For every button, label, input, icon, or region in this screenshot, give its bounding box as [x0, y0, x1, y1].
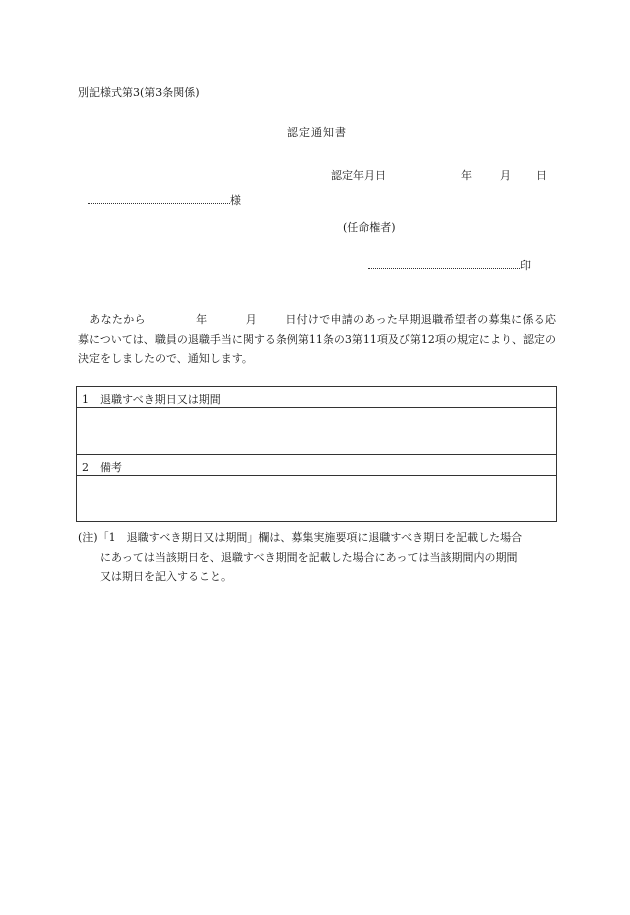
row-label: 備考 — [100, 461, 122, 474]
note-line-1: (注)「1 退職すべき期日又は期間」欄は、募集実施要項に退職すべき期日を記載した場合 — [78, 531, 523, 544]
retirement-date-entry-cell[interactable] — [77, 408, 556, 455]
footnote — [78, 528, 558, 587]
addressee-line — [88, 192, 241, 208]
table-row-retirement-date — [77, 387, 556, 408]
year-unit: 年 — [461, 169, 472, 182]
body-year: 年 — [195, 313, 208, 326]
seal-mark: 印 — [520, 259, 531, 272]
items-table — [76, 386, 557, 522]
body-rest: 日付けで申請のあった早期退職希望者の募集に係る応募については、職員の退職手当に関する条例第11条の3第11項及び第12項の規定により、認定の決定をしましたので、通知します。 — [78, 313, 557, 365]
body-month: 月 — [245, 313, 258, 326]
row-number: 2 — [82, 461, 89, 474]
addressee-blank — [88, 192, 230, 204]
form-number: 別記様式第3(第3条関係) — [78, 86, 200, 99]
document-title: 認定通知書 — [287, 126, 347, 139]
row-label: 退職すべき期日又は期間 — [100, 393, 221, 406]
certification-date-line — [331, 167, 547, 183]
appointing-authority: (任命権者) — [343, 221, 396, 234]
note-line-2: にあっては当該期日を、退職すべき期間を記載した場合にあっては当該期間内の期間 — [100, 550, 518, 564]
honorific-sama: 様 — [230, 194, 241, 207]
remarks-entry-cell[interactable] — [77, 476, 556, 521]
body-prefix: あなたから — [89, 313, 146, 326]
seal-line — [368, 257, 531, 273]
table-row-remarks — [77, 455, 556, 476]
notification-body — [78, 310, 556, 369]
month-unit: 月 — [500, 169, 511, 182]
row-number: 1 — [82, 393, 89, 406]
day-unit: 日 — [536, 169, 547, 182]
note-line-3: 又は期日を記入すること。 — [100, 570, 232, 583]
seal-blank — [368, 257, 520, 269]
date-label: 認定年月日 — [331, 169, 386, 182]
